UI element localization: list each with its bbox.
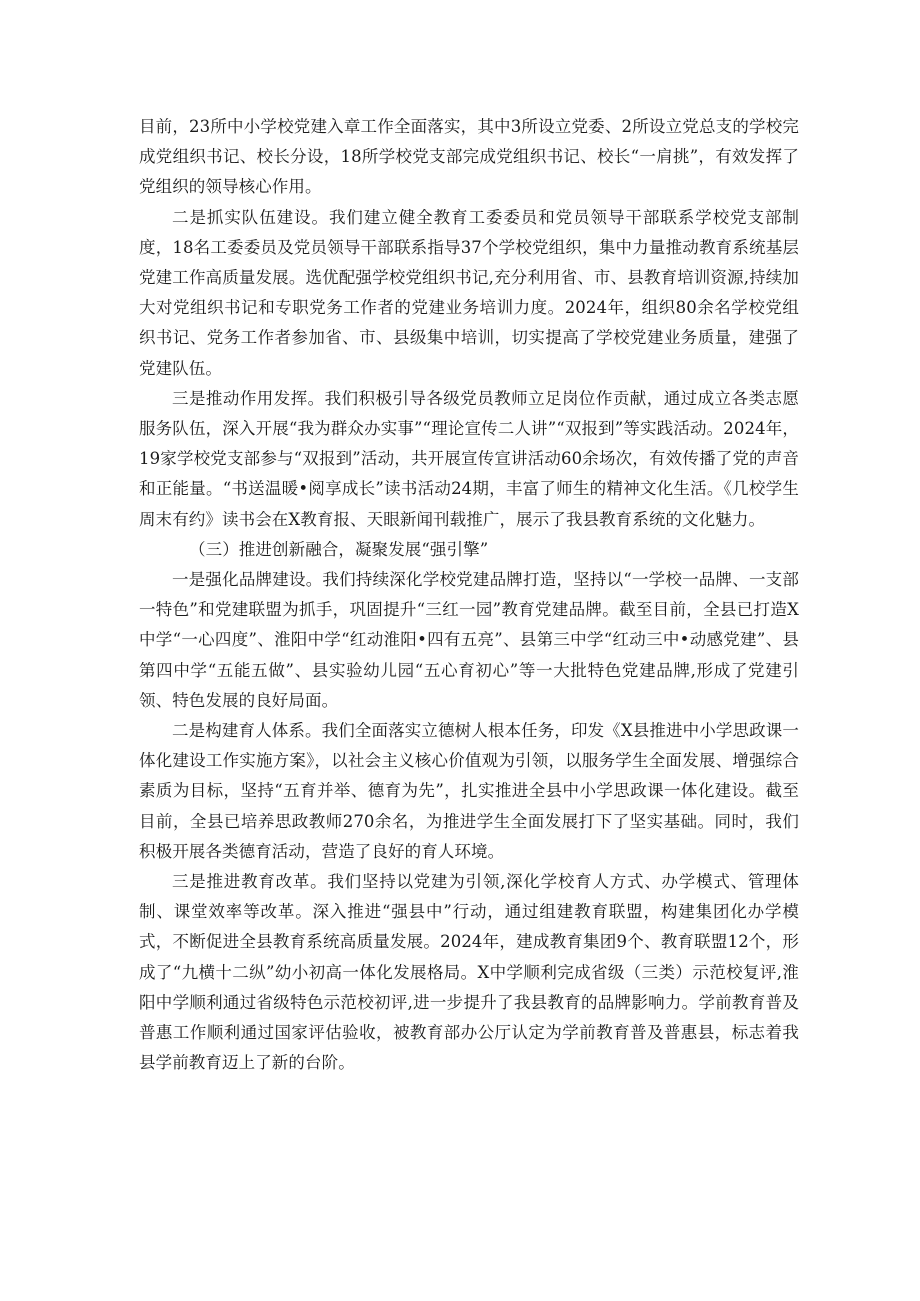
paragraph-education-reform: 三是推进教育改革。我们坚持以党建为引领,深化学校育人方式、办学模式、管理体制、课堂效率等改革。深入推进“强县中”行动，通过组建教育联盟，构建集团化办学模式，不断促进全县教育系统高质量发展。2024年，建成教育集团9个、教育联盟12个，形成了“九横十二纵”幼小初高一体化发展格局。X中学顺利完成省级（三类）示范校复评,淮阳中学顺利通过省级特色示范校初评,进一步提升了我县教育的品牌影响力。学前教育普及普惠工作顺利通过国家评估验收，被教育部办公厅认定为学前教育普及普惠县，标志着我县学前教育迈上了新的台阶。 (139, 872, 799, 1073)
paragraph-team-building: 二是抓实队伍建设。我们建立健全教育工委委员和党员领导干部联系学校党支部制度，18名工委委员及党员领导干部联系指导37个学校党组织，集中力量推动教育系统基层党建工作高质量发展。选优配强学校党组织书记,充分利用省、市、县教育培训资源,持续加大对党组织书记和专职党务工作者的党建业务培训力度。2024年，组织80余名学校党组织书记、党务工作者参加省、市、县级集中培训，切实提高了学校党建业务质量，建强了党建队伍。 (139, 207, 799, 378)
section-heading-3: （三）推进创新融合，凝聚发展“强引擎” (189, 539, 489, 559)
paragraph-brand-building: 一是强化品牌建设。我们持续深化学校党建品牌打造，坚持以“一学校一品牌、一支部一特色”和党建联盟为抓手，巩固提升“三红一园”教育党建品牌。截至目前，全县已打造X中学“一心四度”、淮阳中学“红动淮阳•四有五亮”、县第三中学“红动三中•动感党建”、县第四中学“五能五做”、县实验幼儿园“五心育初心”等一大批特色党建品牌,形成了党建引领、特色发展的良好局面。 (139, 570, 799, 710)
document-body (139, 112, 799, 1079)
paragraph-role-play: 三是推动作用发挥。我们积极引导各级党员教师立足岗位作贡献，通过成立各类志愿服务队伍，深入开展“我为群众办实事”“理论宣传二人讲”“双报到”等实践活动。2024年，19家学校党支部参与“双报到”活动，共开展宣传宣讲活动60余场次，有效传播了党的声音和正能量。“书送温暖•阅享成长”读书活动24期，丰富了师生的精神文化生活。《几校学生周末有约》读书会在X教育报、天眼新闻刊载推广，展示了我县教育系统的文化魅力。 (139, 388, 799, 529)
paragraph-continuation: 目前，23所中小学校党建入章工作全面落实，其中3所设立党委、2所设立党总支的学校完成党组织书记、校长分设，18所学校党支部完成党组织书记、校长“一肩挑”，有效发挥了党组织的领导核心作用。 (139, 117, 799, 197)
paragraph-education-system: 二是构建育人体系。我们全面落实立德树人根本任务，印发《X县推进中小学思政课一体化建设工作实施方案》，以社会主义核心价值观为引领，以服务学生全面发展、增强综合素质为目标，坚持“五育并举、德育为先”，扎实推进全县中小学思政课一体化建设。截至目前，全县已培养思政教师270余名，为推进学生全面发展打下了坚实基础。同时，我们积极开展各类德育活动，营造了良好的育人环境。 (139, 721, 799, 861)
